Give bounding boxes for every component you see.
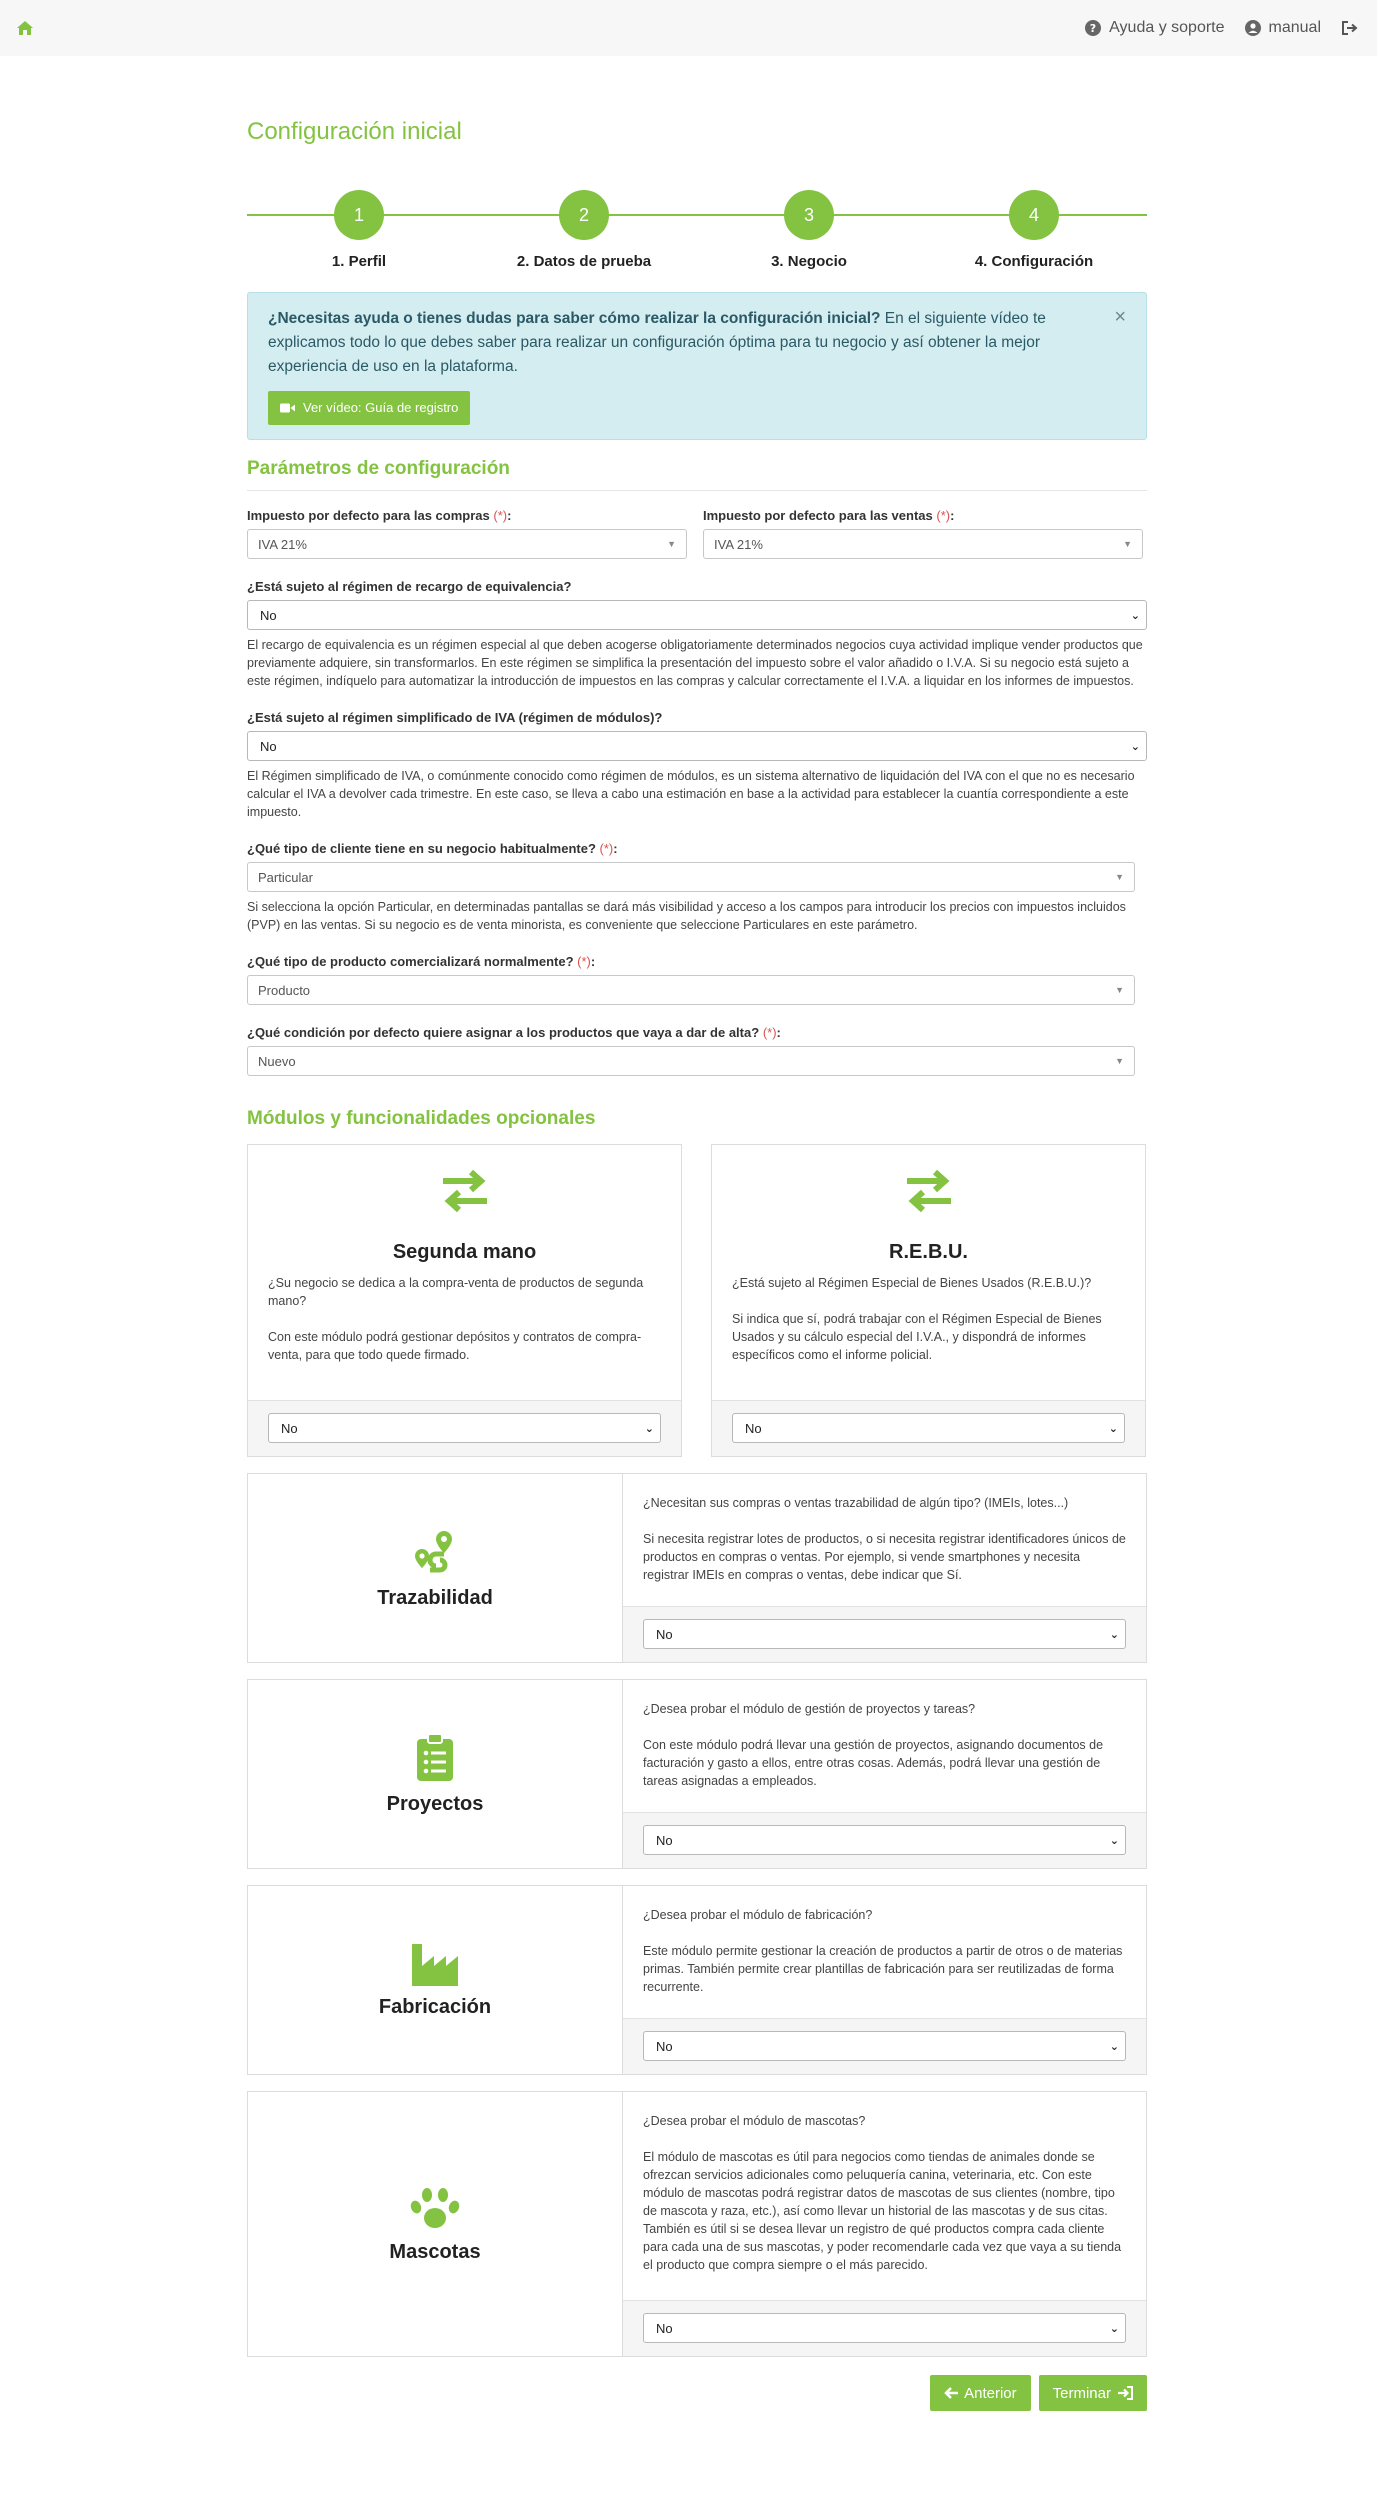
label-colon: : — [776, 1025, 781, 1040]
module-title: Segunda mano — [392, 1241, 537, 1263]
simplificado-select[interactable] — [247, 731, 1147, 761]
label-text: ¿Qué condición por defecto quiere asignar a los productos que vaya a dar de alta? — [247, 1025, 760, 1040]
label-colon: : — [613, 841, 618, 856]
cliente-help: Si selecciona la opción Particular, en determinadas pantallas se dará más visibilidad y acceso a los campos para introducir los precios con impuestos incluidos (PVP) en las ventas. Si su negocio es de venta minorista, es conveniente que seleccione Particulares en este parámetro. — [247, 900, 1126, 932]
caret-down-icon: ▼ — [1115, 872, 1124, 882]
step-perfil[interactable] — [259, 190, 459, 270]
card-footer — [248, 1400, 681, 1456]
page-title: Configuración inicial — [247, 118, 462, 145]
caret-down-icon: ▼ — [1115, 1056, 1124, 1066]
card-right — [623, 1680, 1146, 1868]
label-colon: : — [507, 508, 512, 523]
card-right — [623, 1886, 1146, 2074]
label-text: ¿Qué tipo de producto comercializará normalmente? — [247, 954, 574, 969]
producto-label — [247, 954, 1147, 969]
help-support-link[interactable] — [1085, 19, 1224, 37]
select-value: No — [260, 738, 277, 754]
label-text: ¿Qué tipo de cliente tiene en su negocio habitualmente? — [247, 841, 596, 856]
step-circle: 4 — [1009, 190, 1059, 240]
select-value: Particular — [258, 869, 313, 885]
module-question: ¿Su negocio se dedica a la compra-venta de productos de segunda mano? — [268, 1276, 644, 1308]
label-colon: : — [950, 508, 955, 523]
module-description: Este módulo permite gestionar la creación de productos a partir de otros o de materias primas. También permite crear plantillas de fabricación para ser reutilizadas de forma recurrente. — [643, 1944, 1123, 1994]
tax-sales-group — [703, 508, 1143, 559]
module-card-trazabilidad — [247, 1473, 1147, 1663]
card-left — [248, 2092, 623, 2356]
module-question: ¿Desea probar el módulo de fabricación? — [643, 1908, 873, 1922]
finish-label: Terminar — [1052, 2384, 1111, 2402]
finish-button[interactable] — [1039, 2375, 1147, 2411]
module-question: ¿Desea probar el módulo de gestión de proyectos y tareas? — [643, 1702, 976, 1716]
card-left — [248, 1886, 623, 2074]
select-value: No — [745, 1420, 762, 1436]
select-value: Nuevo — [258, 1053, 296, 1069]
condicion-select[interactable] — [247, 1046, 1135, 1076]
card-body — [248, 1145, 681, 1400]
caret-down-icon: ▼ — [1123, 539, 1132, 549]
recargo-select[interactable] — [247, 600, 1147, 630]
watch-video-button[interactable] — [268, 391, 470, 425]
question-circle-icon — [1085, 20, 1101, 36]
module-title: R.E.B.U. — [889, 1241, 968, 1263]
module-title: Fabricación — [378, 1995, 492, 2018]
select-value: No — [656, 1832, 673, 1848]
video-camera-icon — [280, 403, 295, 413]
module-description: Si necesita registrar lotes de productos, o si necesita registrar identificadores únicos de productos en compras o ventas. Por ejemplo, si vende smartphones y necesita registrar IMEIs en compras o ventas, debe indicar que Sí. — [643, 1532, 1126, 1582]
card-right — [623, 2092, 1146, 2356]
modules-section-title: Módulos y funcionalidades opcionales — [247, 1108, 596, 1129]
previous-label: Anterior — [964, 2384, 1017, 2402]
card-footer — [623, 1812, 1146, 1868]
chevron-down-icon: ⌄ — [1130, 740, 1140, 753]
user-menu[interactable] — [1245, 19, 1321, 37]
step-circle: 2 — [559, 190, 609, 240]
industry-icon — [410, 1942, 460, 1986]
tax-purchase-select[interactable] — [247, 529, 687, 559]
required-mark: (*) — [762, 1025, 777, 1040]
module-title: Mascotas — [389, 2240, 481, 2263]
cliente-group — [247, 841, 1147, 934]
step-label: 2. Datos de prueba — [516, 253, 652, 270]
close-icon[interactable]: × — [1114, 306, 1126, 328]
module-card-rebu — [711, 1144, 1146, 1457]
card-left — [248, 1474, 623, 1662]
main-content — [247, 56, 1147, 2411]
required-mark: (*) — [599, 841, 614, 856]
simplificado-help: El Régimen simplificado de IVA, o comúnmente conocido como régimen de módulos, es un sistema alternativo de liquidación del IVA con el que no es necesario calcular el IVA a devolver cada trimestre. En este caso, se lleva a cabo una estimación en base a la actividad para establecer la cuantía correspondiente a este impuesto. — [247, 769, 1135, 819]
modules-top-row — [247, 1144, 1147, 1457]
trazabilidad-select[interactable] — [643, 1619, 1126, 1649]
arrow-left-icon — [944, 2387, 958, 2399]
card-footer — [623, 2300, 1146, 2356]
previous-button[interactable] — [930, 2375, 1031, 2411]
alert-message — [268, 307, 1098, 379]
exchange-arrows-icon — [732, 1169, 1125, 1219]
chevron-down-icon: ⌄ — [644, 1422, 654, 1435]
logout-icon[interactable] — [1341, 20, 1359, 36]
module-question: ¿Está sujeto al Régimen Especial de Bienes Usados (R.E.B.U.)? — [732, 1276, 1092, 1290]
tax-row — [247, 508, 1147, 559]
wizard-actions — [247, 2375, 1147, 2411]
card-footer — [623, 2018, 1146, 2074]
card-body — [712, 1145, 1145, 1400]
select-value: No — [656, 2320, 673, 2336]
mascotas-select[interactable] — [643, 2313, 1126, 2343]
producto-group — [247, 954, 1147, 1005]
wizard-stepper — [247, 174, 1147, 274]
params-section-title: Parámetros de configuración — [247, 458, 1147, 491]
caret-down-icon: ▼ — [667, 539, 676, 549]
recargo-help: El recargo de equivalencia es un régimen especial al que deben acogerse obligatoriamente determinados negocios cuya actividad implique vender productos que previamente adquiere, sin transformarlos. En este régimen se simplifica la presentación del impuesto sobre el valor añadido o I.V.A. Si su negocio está sujeto a este régimen, indíquelo para automatizar la introducción de impuestos en las compras y calcular correctamente el I.V.A. a liquidar en los informes de impuestos. — [247, 638, 1143, 688]
caret-down-icon: ▼ — [1115, 985, 1124, 995]
chevron-down-icon: ⌄ — [1109, 1834, 1119, 1847]
module-question: ¿Desea probar el módulo de mascotas? — [643, 2114, 866, 2128]
card-left — [248, 1680, 623, 1868]
route-icon — [410, 1527, 460, 1577]
step-datos-prueba[interactable] — [484, 190, 684, 270]
module-title: Proyectos — [386, 1792, 484, 1815]
card-text — [623, 1474, 1146, 1606]
condicion-label — [247, 1025, 1147, 1040]
select-value: Producto — [258, 982, 311, 998]
step-label: 4. Configuración — [974, 253, 1094, 270]
card-text — [623, 1680, 1146, 1812]
cliente-select[interactable] — [247, 862, 1135, 892]
required-mark: (*) — [936, 508, 951, 523]
segunda-mano-select[interactable] — [268, 1413, 661, 1443]
module-question: ¿Necesitan sus compras o ventas trazabilidad de algún tipo? (IMEIs, lotes...) — [643, 1496, 1069, 1510]
tax-purchase-label — [247, 508, 687, 523]
watch-video-label: Ver vídeo: Guía de registro — [303, 400, 459, 415]
step-label: 1. Perfil — [331, 253, 387, 270]
step-circle: 1 — [334, 190, 384, 240]
user-circle-icon — [1245, 20, 1261, 36]
select-value: No — [260, 607, 277, 623]
producto-select[interactable] — [247, 975, 1135, 1005]
select-value: IVA 21% — [258, 536, 307, 552]
select-value: IVA 21% — [714, 536, 763, 552]
user-name: manual — [1268, 19, 1321, 36]
recargo-label: ¿Está sujeto al régimen de recargo de equivalencia? — [247, 579, 572, 594]
sign-in-icon — [1117, 2386, 1133, 2400]
tax-sales-label — [703, 508, 1143, 523]
exchange-arrows-icon — [268, 1169, 661, 1219]
chevron-down-icon: ⌄ — [1108, 1422, 1118, 1435]
simplificado-label: ¿Está sujeto al régimen simplificado de IVA (régimen de módulos)? — [247, 710, 663, 725]
home-icon[interactable] — [16, 20, 34, 36]
card-text — [623, 1886, 1146, 2018]
cliente-label — [247, 841, 1147, 856]
svg-text:?: ? — [1089, 22, 1097, 35]
module-description: El módulo de mascotas es útil para negocios como tiendas de animales donde se ofrezcan servicios adicionales como peluquería canina, veterinaria, etc. Con este módulo de mascotas podrá registrar datos de mascotas de sus clientes (nombre, tipo de mascota y raza, etc.), así como llevar un historial de las mascotas y de sus citas. También es útil si se desea llevar un registro de qué productos compra cada cliente para cada una de sus mascotas, y poder recomendarle cada vez que vaya a su tienda el producto que compra siempre o el más parecido. — [643, 2150, 1122, 2272]
module-description: Si indica que sí, podrá trabajar con el Régimen Especial de Bienes Usados y su cálculo especial del I.V.A., y dispondrá de informes específicos como el informe policial. — [732, 1312, 1102, 1362]
tax-purchase-group — [247, 508, 687, 559]
module-card-segunda-mano — [247, 1144, 682, 1457]
step-circle: 3 — [784, 190, 834, 240]
paw-icon — [410, 2185, 460, 2231]
condicion-group — [247, 1025, 1147, 1076]
required-mark: (*) — [493, 508, 508, 523]
module-title: Trazabilidad — [377, 1586, 493, 1609]
module-card-proyectos — [247, 1679, 1147, 1869]
alert-strong: ¿Necesitas ayuda o tienes dudas para saber cómo realizar la configuración inicial? — [268, 310, 881, 327]
module-card-fabricacion — [247, 1885, 1147, 2075]
chevron-down-icon: ⌄ — [1109, 1628, 1119, 1641]
help-alert — [247, 292, 1147, 440]
simplificado-group — [247, 710, 1147, 821]
step-negocio[interactable] — [709, 190, 909, 270]
select-value: No — [281, 1420, 298, 1436]
card-footer — [712, 1400, 1145, 1456]
help-support-label: Ayuda y soporte — [1109, 19, 1225, 36]
step-configuracion[interactable] — [934, 190, 1134, 270]
required-mark: (*) — [577, 954, 591, 969]
label-text: Impuesto por defecto para las ventas — [703, 508, 933, 523]
proyectos-select[interactable] — [643, 1825, 1126, 1855]
module-card-mascotas — [247, 2091, 1147, 2357]
module-description: Con este módulo podrá gestionar depósitos y contratos de compra-venta, para que todo quede firmado. — [268, 1330, 642, 1362]
chevron-down-icon: ⌄ — [1130, 609, 1140, 622]
fabricacion-select[interactable] — [643, 2031, 1126, 2061]
clipboard-list-icon — [415, 1733, 455, 1783]
select-value: No — [656, 2038, 673, 2054]
chevron-down-icon: ⌄ — [1109, 2322, 1119, 2335]
card-right — [623, 1474, 1146, 1662]
alert-text: En el siguiente vídeo te explicamos todo lo que debes saber para realizar un configuración óptima para tu negocio y así obtener la mejor experiencia de uso en la plataforma. — [268, 310, 1046, 375]
label-colon: : — [590, 954, 596, 969]
rebu-select[interactable] — [732, 1413, 1125, 1443]
card-footer — [623, 1606, 1146, 1662]
card-text — [623, 2092, 1146, 2300]
tax-sales-select[interactable] — [703, 529, 1143, 559]
step-label: 3. Negocio — [771, 253, 847, 270]
module-description: Con este módulo podrá llevar una gestión de proyectos, asignando documentos de facturación y gasto a ellos, entre otras cosas. Además, podrá llevar una gestión de tareas asignadas a empleados. — [643, 1738, 1104, 1788]
select-value: No — [656, 1626, 673, 1642]
label-text: Impuesto por defecto para las compras — [247, 508, 490, 523]
recargo-group — [247, 579, 1147, 690]
top-bar — [0, 0, 1377, 56]
chevron-down-icon: ⌄ — [1109, 2040, 1119, 2053]
